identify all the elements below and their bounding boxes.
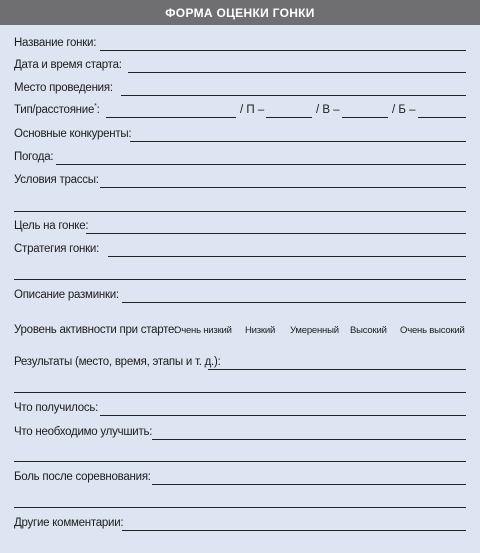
- improve-line-2[interactable]: [14, 461, 466, 462]
- type-distance-label: Тип/расстояние*:: [14, 103, 100, 116]
- race-goal-row: [14, 218, 466, 234]
- race-strategy-label: Стратегия гонки:: [14, 243, 100, 255]
- venue-label: Место проведения:: [14, 82, 113, 94]
- race-goal-line[interactable]: [86, 233, 466, 234]
- race-name-label: Название гонки:: [14, 37, 97, 49]
- results-row: [14, 354, 466, 370]
- warmup-row: [14, 287, 466, 303]
- activity-option-very-low[interactable]: Очень низкий: [174, 325, 232, 336]
- start-datetime-label: Дата и время старта:: [14, 59, 122, 71]
- went-well-line[interactable]: [100, 415, 466, 416]
- v-mark: / В –: [316, 104, 340, 116]
- activity-level-label: Уровень активности при старте:: [14, 324, 178, 336]
- p-mark: / П –: [240, 104, 265, 116]
- pain-label: Боль после соревнования:: [14, 471, 151, 483]
- other-label: Другие комментарии:: [14, 517, 124, 529]
- improve-line[interactable]: [152, 439, 466, 440]
- other-line[interactable]: [122, 530, 466, 531]
- competitors-line[interactable]: [130, 141, 466, 142]
- activity-level-row: [14, 322, 466, 338]
- warmup-line[interactable]: [122, 302, 466, 303]
- weather-row: [14, 149, 466, 165]
- activity-option-low[interactable]: Низкий: [245, 325, 276, 336]
- track-conditions-line[interactable]: [100, 187, 466, 188]
- other-row: [14, 515, 466, 531]
- track-conditions-label: Условия трассы:: [14, 174, 99, 186]
- track-conditions-row: [14, 172, 466, 188]
- competitors-row: [14, 126, 466, 142]
- type-distance-row: [14, 102, 466, 118]
- p-line[interactable]: [266, 117, 312, 118]
- improve-row: [14, 424, 466, 440]
- type-line[interactable]: [106, 117, 236, 118]
- pain-line[interactable]: [152, 484, 466, 485]
- improve-label: Что необходимо улучшить:: [14, 426, 153, 438]
- competitors-label: Основные конкуренты:: [14, 128, 132, 140]
- results-label: Результаты (место, время, этапы и т. д.):: [14, 356, 221, 368]
- went-well-row: [14, 400, 466, 416]
- b-line[interactable]: [418, 117, 466, 118]
- weather-line[interactable]: [56, 164, 466, 165]
- pain-line-2[interactable]: [14, 507, 466, 508]
- race-strategy-line-2[interactable]: [14, 279, 466, 280]
- form-title: ФОРМА ОЦЕНКИ ГОНКИ: [0, 0, 480, 25]
- results-line-2[interactable]: [14, 392, 466, 393]
- race-strategy-line[interactable]: [108, 256, 466, 257]
- track-conditions-line-2[interactable]: [14, 211, 466, 212]
- activity-option-very-high[interactable]: Очень высокий: [400, 325, 465, 336]
- warmup-label: Описание разминки:: [14, 289, 119, 301]
- results-line[interactable]: [208, 369, 466, 370]
- activity-option-high[interactable]: Высокий: [350, 325, 387, 336]
- venue-row: [14, 80, 466, 96]
- race-name-line[interactable]: [100, 50, 466, 51]
- activity-option-moderate[interactable]: Умеренный: [290, 325, 339, 336]
- b-mark: / Б –: [392, 104, 416, 116]
- weather-label: Погода:: [14, 151, 54, 163]
- race-goal-label: Цель на гонке:: [14, 220, 89, 232]
- went-well-label: Что получилось:: [14, 402, 99, 414]
- v-line[interactable]: [342, 117, 388, 118]
- footnote-mark: *: [94, 103, 97, 111]
- race-strategy-row: [14, 241, 466, 257]
- race-name-row: [14, 35, 466, 51]
- pain-row: [14, 469, 466, 485]
- venue-line[interactable]: [121, 95, 466, 96]
- start-datetime-line[interactable]: [128, 72, 466, 73]
- start-datetime-row: [14, 57, 466, 73]
